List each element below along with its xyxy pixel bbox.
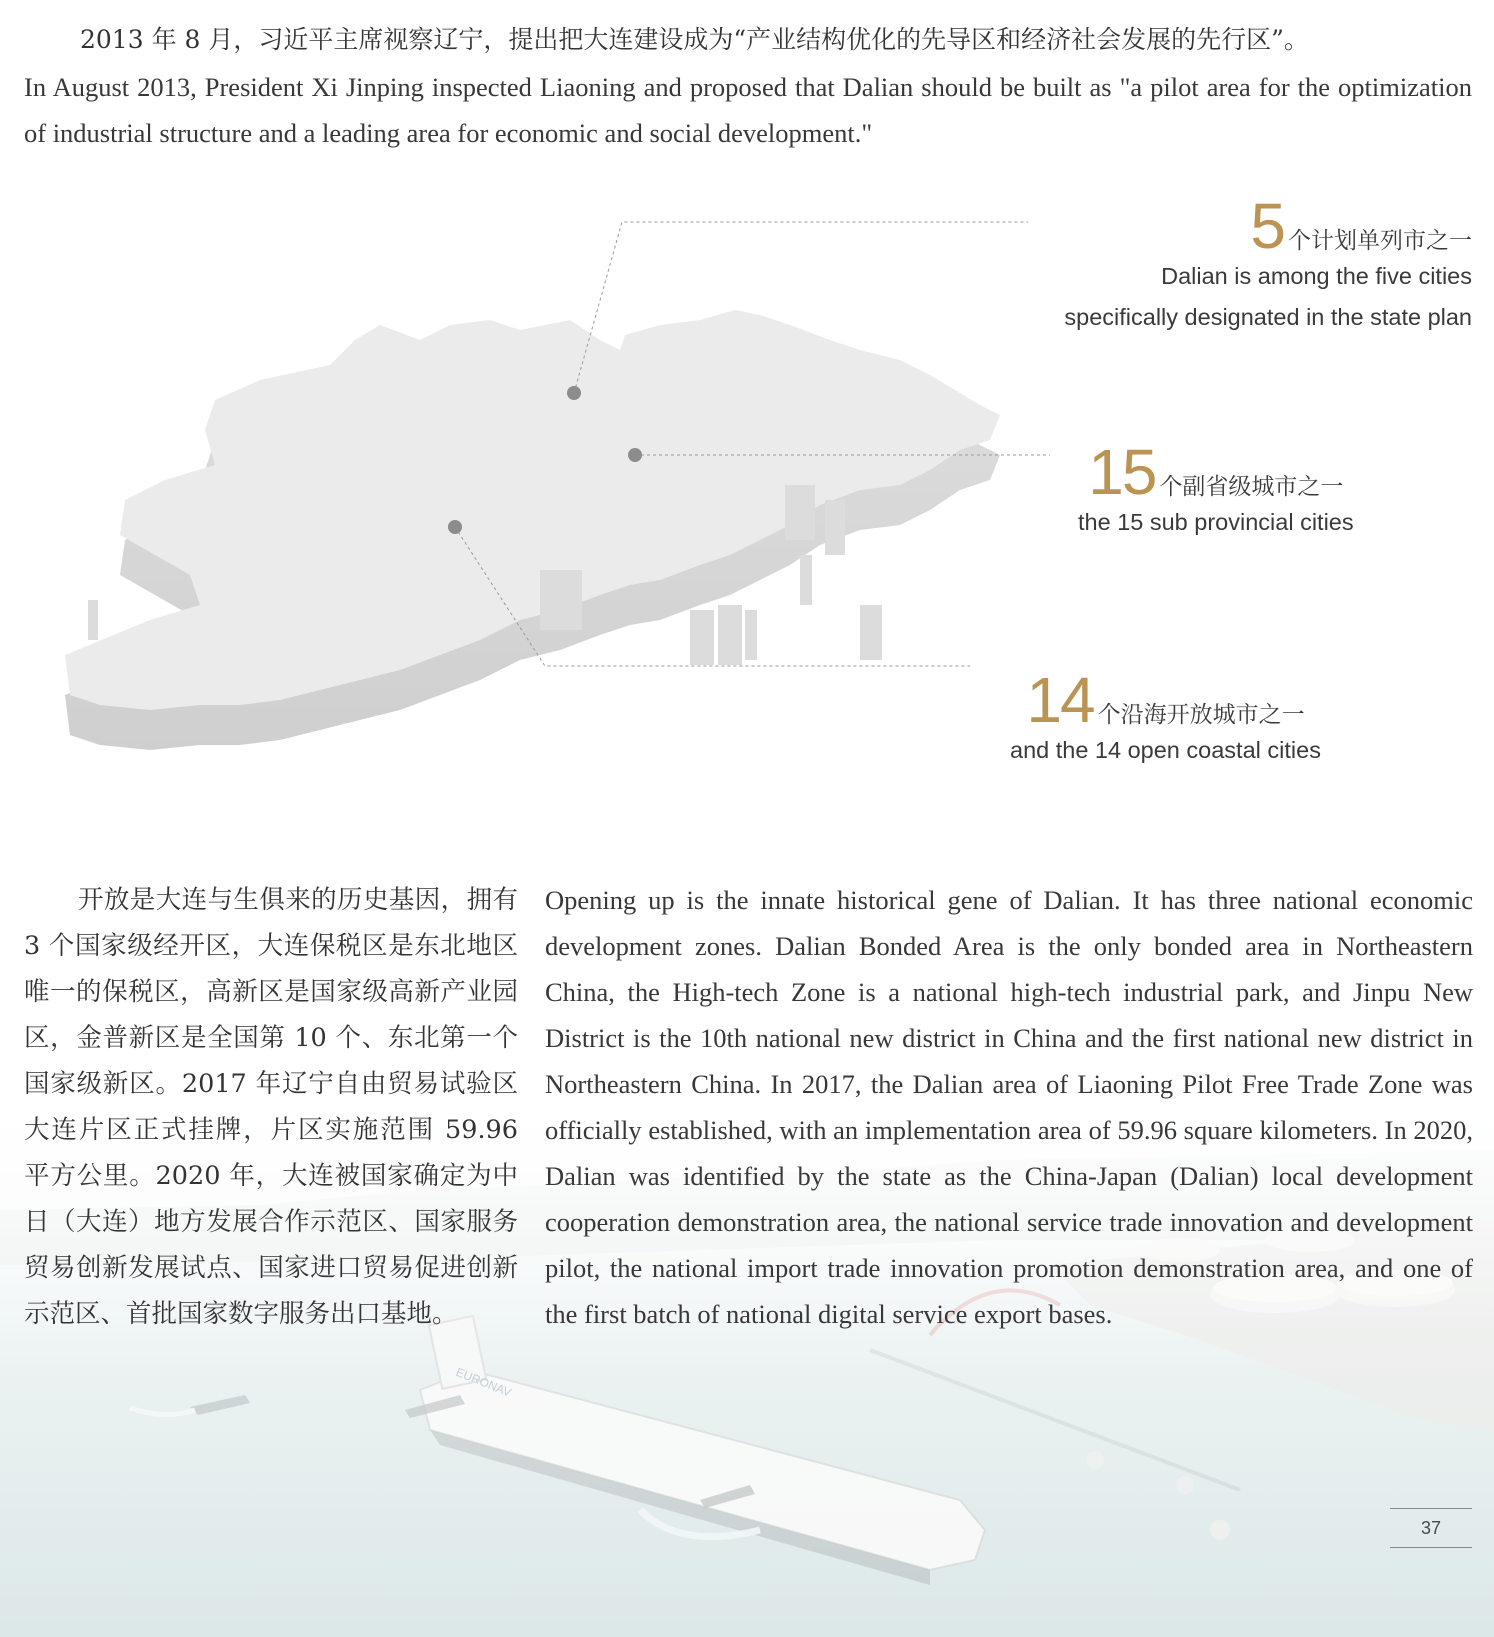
intro-chinese-text: 2013 年 8 月，习近平主席视察辽宁，提出把大连建设成为“产业结构优化的先导区和经济社会发展的先行区”。 [80,25,1309,54]
page-number: 37 [1420,1518,1442,1538]
stat-chinese-label: 个沿海开放城市之一 [1097,702,1305,728]
body-english-text: Opening up is the innate historical gene of Dalian. It has three national economic development zones. Dalian Bonded Area is the only bonded area in Northeastern China, the High-tech Zone is a national high-tech industrial park, and Jinpu New District is the 10th national new district in China and the first national new district in Northeastern China. In 2017, the Dalian area of Liaoning Pilot Free Trade Zone was officially established, with an implementation area of 59.96 square kilometers. In 2020, Dalian was identified by the state as the China-Japan (Dalian) local development cooperation demonstration area, the national service trade innovation and development pilot, the national import trade innovation promotion demonstration area, and one of the first batch of national digital service export bases. [545,885,1473,1329]
page-number-box [1390,1508,1472,1548]
stat-chinese-label: 个副省级城市之一 [1159,474,1344,500]
stat-coastal-cities [1010,664,1321,771]
stat-number: 14 [1026,664,1094,736]
stat-english-line: specifically designated in the state plan [1064,304,1472,330]
body-chinese-text: 开放是大连与生俱来的历史基因，拥有 3 个国家级经开区，大连保税区是东北地区唯一的保税区，高新区是国家级高新产业园区，金普新区是全国第 10 个、东北第一个国家级新区。2017 年辽宁自由贸易试验区大连片区正式挂牌，片区实施范围 59.96 平方公里。2020 年，大连被国家确定为中日（大连）地方发展合作示范区、国家服务贸易创新发展试点、国家进口贸易促进创新示范区、首批国家数字服务出口基地。 [24,885,518,1329]
stat-english-line: Dalian is among the five cities [1161,263,1472,289]
stat-chinese-label: 个计划单列市之一 [1288,228,1472,254]
intro-english-text: In August 2013, President Xi Jinping inspected Liaoning and proposed that Dalian should be built as "a pilot area for the optimization of industrial structure and a leading area for economic and social development." [24,72,1472,148]
stat-number: 15 [1088,436,1156,508]
stat-english-line: and the 14 open coastal cities [1010,737,1321,763]
stat-english-line: the 15 sub provincial cities [1078,509,1354,535]
stat-sub-provincial [1078,436,1354,543]
stat-number: 5 [1250,190,1284,262]
stat-five-cities [1064,190,1472,338]
